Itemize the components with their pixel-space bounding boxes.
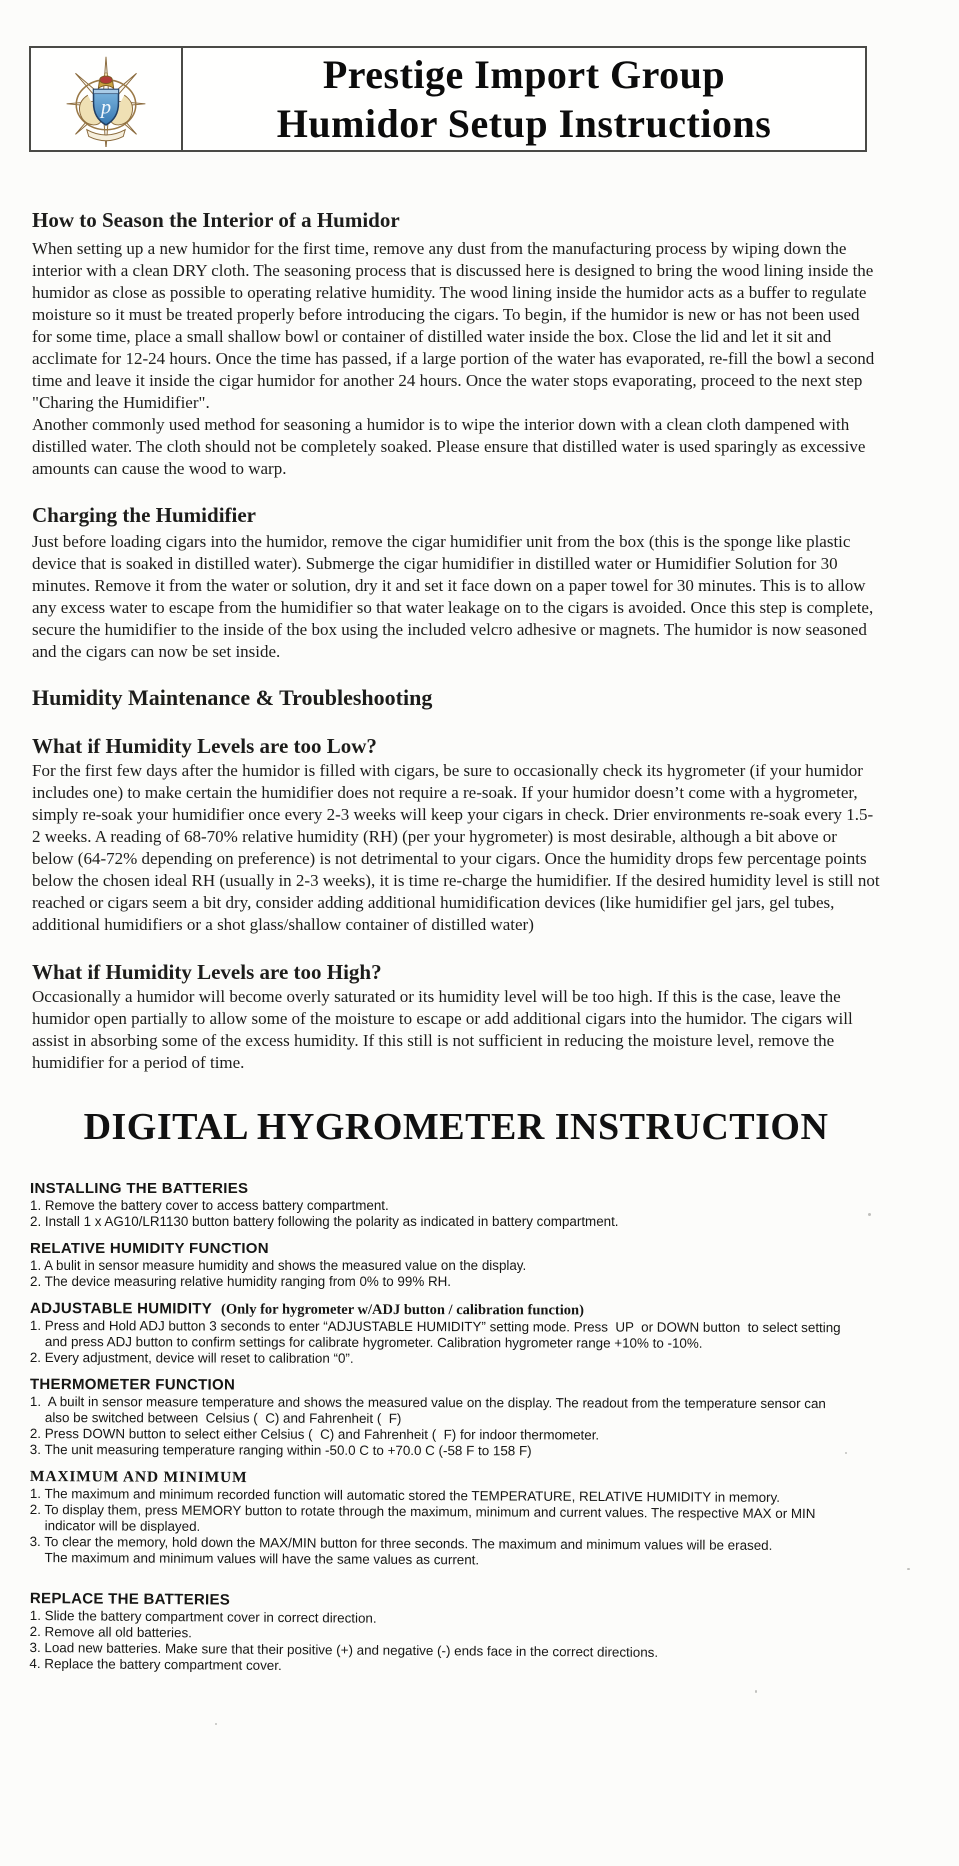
list-item: 2. Remove all old batteries. (29, 1623, 192, 1641)
section-installing-batteries (30, 1180, 938, 1230)
paragraph-seasoning-2: Another commonly used method for seasoning a humidor is to wipe the interior down with a clean cloth dampened with distilled water. The cloth should not be completely soaked. Please ensure that distilled water is used sparingly as excessive amounts can cause the wood to warp. (32, 415, 866, 478)
heading-season-interior: How to Season the Interior of a Humidor (32, 208, 400, 232)
heading-humidity-too-low: What if Humidity Levels are too Low? (32, 734, 377, 758)
list-item: 2. To display them, press MEMORY button to rotate through the maximum, minimum and current values. The respective MAX or MIN (29, 1501, 816, 1522)
list-item: 3. To clear the memory, hold down the MAX/MIN button for three seconds. The maximum and minimum values will be erased. (29, 1533, 773, 1553)
list-item: 3. Load new batteries. Make sure that their positive (+) and negative (-) ends face in the correct directions. (29, 1639, 659, 1660)
list-item-continuation: and press ADJ button to confirm settings for calibrate hygrometer. Calibration hygrometer range +10% to -10%. (44, 1334, 703, 1351)
heading-humidity-too-high: What if Humidity Levels are too High? (32, 960, 382, 984)
section-heading: THERMOMETER FUNCTION (29, 1376, 236, 1394)
list-item: 2. Install 1 x AG10/LR1130 button battery following the polarity as indicated in battery compartment. (30, 1214, 619, 1229)
document-header (29, 46, 867, 152)
list-item: 2. Every adjustment, device will reset to calibration “0”. (29, 1349, 354, 1366)
section-replace-batteries (29, 1590, 938, 1679)
list-item: 1. A bulit in sensor measure humidity and shows the measured value on the display. (30, 1258, 527, 1273)
header-title-line-1: Prestige Import Group (322, 52, 726, 97)
paragraph-seasoning-1: When setting up a new humidor for the first time, remove any dust from the manufacturing process by wiping down the interior with a clean DRY cloth. The seasoning process that is discussed here is designed to bring the wood lining inside the humidor as close as possible to operating relative humidity. The wood lining inside the humidor acts as a buffer to regulate moisture so it must be treated properly before introducing the cigars. To begin, if the humidor is new or has not been used for some time, place a small shallow bowl or container of distilled water inside the box. Close the lid and let it sit and acclimate for 12-24 hours. Once the time has passed, if a large portion of the water has evaporated, re-fill the bowl a second time and leave it inside the cigar humidor for another 24 hours. Once the water stops evaporating, proceed to the next step "Charing the Humidifier". (32, 239, 875, 412)
paragraph-humidity-too-high: Occasionally a humidor will become overly saturated or its humidity level will be too high. If this is the case, leave the humidor open partially to allow some of the moisture to escape or add additional cigars into the humidor. The cigars will assist in absorbing some of the excess humidity. If this still is not sufficient in reducing the moisture level, remove the humidifier for a period of time. (32, 987, 853, 1072)
list-item: 1. A built in sensor measure temperature and shows the measured value on the display. The readout from the temperature sensor can (29, 1394, 826, 1412)
section-heading: INSTALLING THE BATTERIES (30, 1180, 249, 1197)
list-item: 2. The device measuring relative humidity ranging from 0% to 99% RH. (30, 1274, 452, 1289)
prestige-crest-icon (50, 51, 162, 147)
list-item: 3. The unit measuring temperature ranging within -50.0 C to +70.0 C (-58 F to 158 F) (29, 1441, 532, 1459)
section-heading: REPLACE THE BATTERIES (29, 1590, 231, 1609)
header-title-line-2: Humidor Setup Instructions (276, 101, 772, 146)
paragraph-charging: Just before loading cigars into the humidor, remove the cigar humidifier unit from the box (this is the sponge like plastic device that is soaked in distilled water). Submerge the cigar humidifier in distilled water or Humidifier Solution for 30 minutes. Remove it from the water or solution, dry it and set it face down on a paper towel for 30 minutes. This is to allow any excess water to escape from the humidifier so that water leakage on to the cigars is avoided. Once this step is complete, secure the humidifier to the inside of the box using the included velcro adhesive or magnets. The humidor is now seasoned and the cigars can now be set inside. (32, 532, 874, 661)
list-item: 4. Replace the battery compartment cover. (29, 1655, 282, 1673)
hygrometer-instruction-title: DIGITAL HYGROMETER INSTRUCTION (83, 1106, 829, 1148)
list-item: 1. The maximum and minimum recorded function will automatic stored the TEMPERATURE, RELATIVE HUMIDITY in memory. (29, 1485, 781, 1505)
logo-cell (31, 48, 183, 150)
document-body (29, 207, 880, 1673)
section-heading: RELATIVE HUMIDITY FUNCTION (30, 1240, 269, 1257)
list-item-continuation: The maximum and minimum values will have the same values as current. (44, 1550, 480, 1568)
list-item: 1. Press and Hold ADJ button 3 seconds to enter “ADJUSTABLE HUMIDITY” setting mode. Press UP or DOWN button to select setting (29, 1318, 841, 1336)
section-relative-humidity (30, 1240, 938, 1290)
scan-speck (907, 1568, 910, 1570)
hygrometer-instructions (30, 1180, 938, 1672)
scan-speck (755, 1690, 757, 1693)
header-title (183, 48, 865, 150)
scan-speck (215, 1723, 217, 1725)
scan-speck (868, 1213, 871, 1216)
section-thermometer-function (30, 1376, 938, 1460)
list-item: 1. Remove the battery cover to access battery compartment. (30, 1198, 389, 1213)
list-item-continuation: indicator will be displayed. (44, 1518, 201, 1534)
section-maximum-minimum (29, 1468, 938, 1571)
section-heading-note: (Only for hygrometer w/ADJ button / calibration function) (220, 1301, 584, 1319)
scan-speck (845, 1452, 847, 1454)
section-heading: MAXIMUM AND MINIMUM (29, 1468, 248, 1487)
section-adjustable-humidity (30, 1300, 938, 1368)
heading-humidity-maintenance: Humidity Maintenance & Troubleshooting (32, 685, 433, 710)
section-heading-text: ADJUSTABLE HUMIDITY (29, 1300, 213, 1318)
heading-charging-humidifier: Charging the Humidifier (32, 503, 256, 527)
list-item-continuation: also be switched between Celsius ( C) and Fahrenheit ( F) (44, 1410, 402, 1426)
paragraph-humidity-too-low: For the first few days after the humidor is filled with cigars, be sure to occasionally check its hygrometer (if your humidor includes one) to make certain the humidifier does not require a re-soak. If your humidor doesn’t come with a hygrometer, simply re-soak your humidifier once every 2-3 weeks will keep your cigars in check. Drier environments re-soak every 1.5-2 weeks. A reading of 68-70% relative humidity (RH) (per your hygrometer) is most desirable, although a bit above or below (64-72% depending on preference) is not detrimental to your cigars. Once the humidity drops few percentage points below the chosen ideal RH (usually in 2-3 weeks), it is time re-charge the humidifier. If the desired humidity level is still not reached or cigars seem a bit dry, consider adding additional humidification devices (like humidifier gel jars, gel tubes, additional humidifiers or a shot glass/shallow container of distilled water) (32, 761, 880, 934)
list-item: 1. Slide the battery compartment cover in correct direction. (29, 1607, 377, 1626)
crest-monogram: p (100, 96, 112, 119)
section-heading (30, 1300, 938, 1320)
list-item: 2. Press DOWN button to select either Celsius ( C) and Fahrenheit ( F) for indoor thermometer. (29, 1425, 600, 1443)
